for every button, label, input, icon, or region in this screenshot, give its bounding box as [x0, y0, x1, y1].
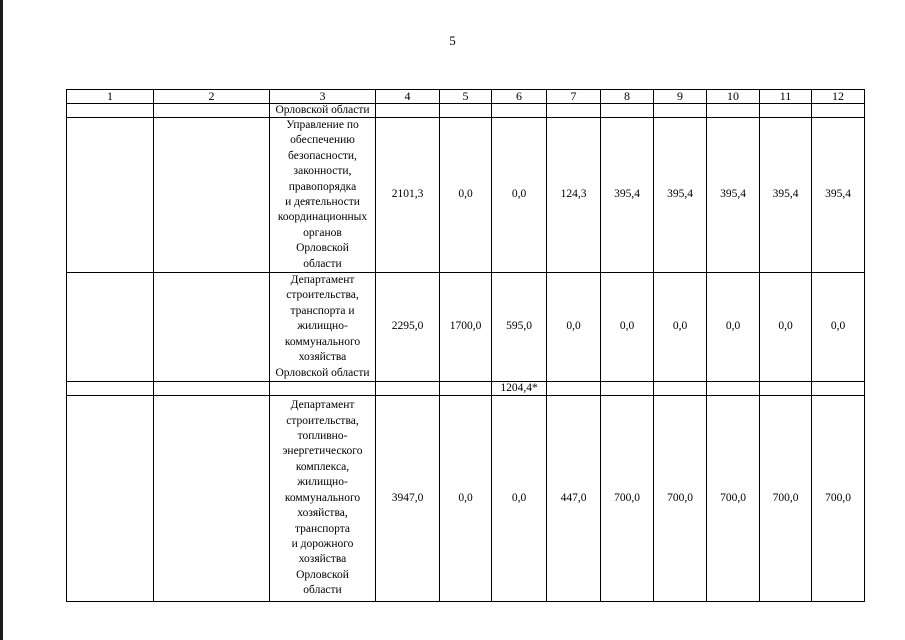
org-line: хозяйства: [298, 553, 347, 566]
org-line: и деятельности: [285, 196, 360, 209]
org-name-cell: Орловской области: [270, 104, 376, 118]
org-line: Орловской: [296, 568, 349, 581]
value-cell: 2295,0: [376, 273, 440, 382]
footnote-value-cell: 1204,4*: [492, 381, 547, 395]
value-cell: 0,0: [547, 273, 601, 382]
column-number-header: [67, 90, 865, 104]
value-cell: 700,0: [760, 395, 812, 601]
table-row: [67, 381, 865, 395]
value-cell: 0,0: [654, 273, 707, 382]
value-cell: 2101,3: [376, 118, 440, 273]
value-cell: 395,4: [812, 118, 865, 273]
column-header: 7: [547, 90, 601, 104]
column-header: 4: [376, 90, 440, 104]
value-cell: 0,0: [492, 395, 547, 601]
org-line: Департамент: [290, 274, 355, 287]
value-cell: 3947,0: [376, 395, 440, 601]
org-line: и дорожного: [291, 537, 354, 550]
org-line: жилищно-: [297, 320, 348, 333]
page-number: 5: [449, 33, 456, 48]
value-cell: 595,0: [492, 273, 547, 382]
value-cell: 124,3: [547, 118, 601, 273]
value-cell: 0,0: [812, 273, 865, 382]
org-line: комплекса,: [295, 460, 350, 473]
org-name-cell: [270, 118, 376, 273]
org-name-cell: [270, 395, 376, 601]
column-header: 1: [67, 90, 154, 104]
org-line: законности,: [293, 165, 352, 178]
org-line: хозяйства,: [297, 507, 348, 520]
org-line: транспорта: [294, 522, 351, 535]
org-line: Департамент: [290, 399, 355, 412]
org-line: обеспечению: [290, 134, 355, 147]
org-line: строительства,: [286, 414, 359, 427]
value-cell: 0,0: [492, 118, 547, 273]
value-cell: 395,4: [707, 118, 760, 273]
value-cell: 1700,0: [440, 273, 492, 382]
column-header: 10: [707, 90, 760, 104]
org-line: Орловской: [296, 242, 349, 255]
org-line: области: [303, 584, 342, 597]
org-line: топливно-: [297, 430, 348, 443]
org-name-cell: [270, 273, 376, 382]
org-line: органов: [303, 226, 342, 239]
column-header: 8: [601, 90, 654, 104]
column-header: 12: [812, 90, 865, 104]
org-line: коммунального: [284, 335, 361, 348]
table-row: [67, 118, 865, 273]
page-left-edge: [0, 0, 3, 640]
table-row: [67, 395, 865, 601]
org-line: Орловской области: [275, 366, 370, 379]
value-cell: 700,0: [601, 395, 654, 601]
org-line: транспорта и: [290, 304, 355, 317]
column-header: 11: [760, 90, 812, 104]
org-line: хозяйства: [298, 351, 347, 364]
org-line: энергетического: [282, 445, 363, 458]
table-row: [67, 273, 865, 382]
org-line: жилищно-: [297, 476, 348, 489]
org-line: правопорядка: [288, 180, 357, 193]
value-cell: 0,0: [601, 273, 654, 382]
org-line: безопасности,: [288, 149, 357, 162]
column-header: 3: [270, 90, 376, 104]
value-cell: 0,0: [760, 273, 812, 382]
value-cell: 395,4: [760, 118, 812, 273]
org-line: Управление по: [286, 119, 359, 131]
column-header: 6: [492, 90, 547, 104]
value-cell: 447,0: [547, 395, 601, 601]
value-cell: 395,4: [654, 118, 707, 273]
budget-table: [66, 89, 865, 602]
org-line: области: [303, 257, 342, 270]
value-cell: 0,0: [440, 395, 492, 601]
value-cell: 700,0: [707, 395, 760, 601]
column-header: 5: [440, 90, 492, 104]
value-cell: 0,0: [707, 273, 760, 382]
org-line: координационных: [277, 211, 368, 224]
value-cell: 700,0: [812, 395, 865, 601]
value-cell: 395,4: [601, 118, 654, 273]
column-header: 2: [154, 90, 270, 104]
value-cell: 0,0: [440, 118, 492, 273]
value-cell: 700,0: [654, 395, 707, 601]
org-line: строительства,: [286, 289, 359, 302]
column-header: 9: [654, 90, 707, 104]
org-line: коммунального: [284, 491, 361, 504]
table-row: [67, 104, 865, 118]
